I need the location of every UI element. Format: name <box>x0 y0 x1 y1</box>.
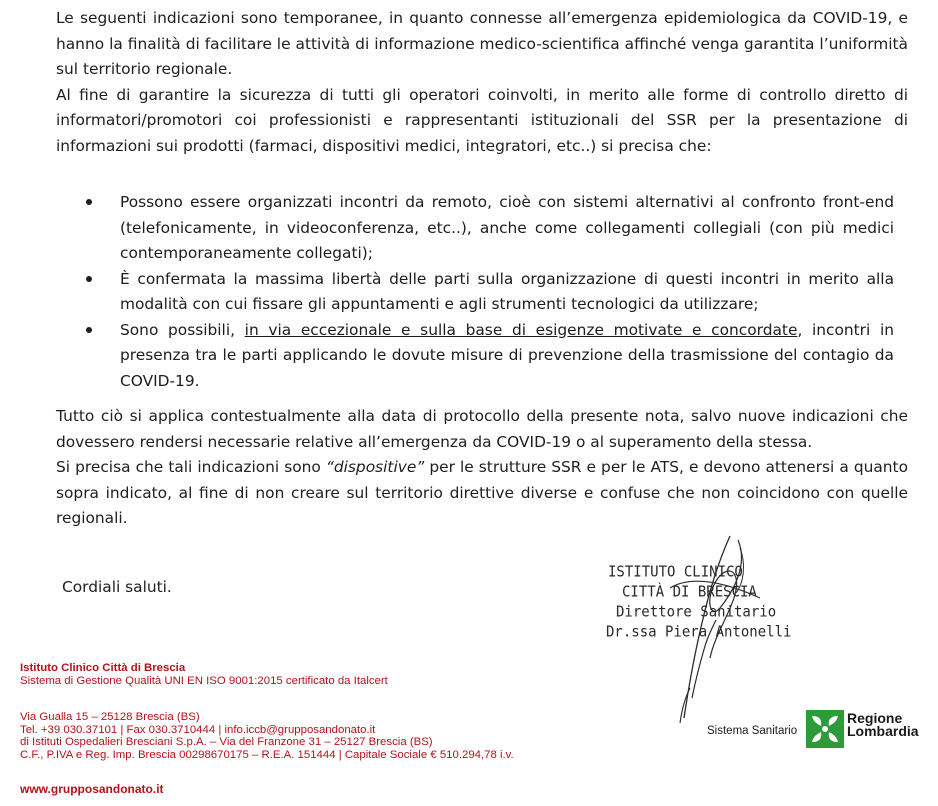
provisions-list <box>86 190 894 394</box>
closing-paragraph-2 <box>56 455 908 532</box>
bullet-text-3-post: , incontri in presenza tra le parti applicando le dovute misure di prevenzione della trasmissione del contagio da COVID-19. <box>120 320 894 390</box>
bullet-icon <box>86 327 92 333</box>
closing-paragraph-1: Tutto ciò si applica contestualmente alla data di protocollo della presente nota, salvo nuove indicazioni che dovessero rendersi necessarie relative all’emergenza da COVID-19 o al superamento della stessa. <box>56 407 908 451</box>
stamp-line-1: ISTITUTO CLINICO <box>608 564 743 581</box>
footer-org-name: Istituto Clinico Città di Brescia <box>20 662 186 674</box>
institution-stamp <box>604 563 804 643</box>
footer-address-line-3: di Istituti Ospedalieri Bresciani S.p.A. – Via del Franzone 31 – 25127 Brescia (BS) <box>20 736 433 749</box>
sistema-sanitario-label: Sistema Sanitario <box>707 725 798 737</box>
stamp-line-4: Dr.ssa Piera Antonelli <box>606 624 792 641</box>
regards-text: Cordiali saluti. <box>62 578 172 596</box>
regione-lombardia-name <box>847 712 919 738</box>
closing-section <box>56 404 908 532</box>
footer-address-line-4: C.F., P.IVA e Reg. Imp. Brescia 00298670175 – R.E.A. 151444 | Capitale Sociale € 510.294,78 i.v. <box>20 748 514 761</box>
closing-text-pre: Si precisa che tali indicazioni sono <box>56 458 326 476</box>
intro-section <box>56 6 908 159</box>
intro-paragraph-1: Le seguenti indicazioni sono temporanee, in quanto connesse all’emergenza epidemiologica da COVID-19, e hanno la finalità di facilitare le attività di informazione medico-scientifica affinché venga garantita l’uniformità sul territorio regionale. <box>56 9 908 78</box>
footer-website: www.grupposandonato.it <box>20 782 164 796</box>
bullet-icon <box>86 199 92 205</box>
regione-lombardia-mark-icon <box>806 710 844 748</box>
footer-quality: Sistema di Gestione Qualità UNI EN ISO 9001:2015 certificato da Italcert <box>20 675 388 687</box>
closing-text-italic: “dispositive” <box>325 458 425 476</box>
bullet-text-3-underlined: in via eccezionale e sulla base di esigenze motivate e concordate <box>244 320 798 339</box>
list-item <box>86 318 894 395</box>
footer-address-line-1: Via Gualla 15 – 25128 Brescia (BS) <box>20 711 200 723</box>
footer-address <box>20 711 514 761</box>
bullet-text-3-pre: Sono possibili, <box>120 320 245 339</box>
footer-address-line-2: Tel. +39 030.37101 | Fax 030.3710444 | info.iccb@grupposandonato.it <box>20 723 376 736</box>
stamp-line-3: Direttore Sanitario <box>616 604 777 621</box>
stamp-line-2: CITTÀ DI BRESCIA <box>622 584 757 601</box>
bullet-icon <box>86 276 92 282</box>
rl-name-line-2: Lombardia <box>847 723 919 739</box>
rl-name-line-1: Regione <box>847 710 903 726</box>
regione-lombardia-logo <box>707 710 932 750</box>
closing-text-post: per le strutture SSR e per le ATS, e devono attenersi a quanto sopra indicato, al fine di non creare sul territorio direttive diverse e confuse che non coincidono con quelle regionali. <box>56 458 908 527</box>
list-item <box>86 190 894 267</box>
bullet-text-1: Possono essere organizzati incontri da remoto, cioè con sistemi alternativi al confronto front-end (telefonicamente, in videoconferenza, etc..), anche come collegamenti collegiali (con più medici contemporaneamente collegati); <box>120 193 894 262</box>
bullet-text-2: È confermata la massima libertà delle parti sulla organizzazione di questi incontri in merito alla modalità con cui fissare gli appuntamenti e agli strumenti tecnologici da utilizzare; <box>120 269 894 313</box>
list-item <box>86 267 894 318</box>
intro-paragraph-2: Al fine di garantire la sicurezza di tutti gli operatori coinvolti, in merito alle forme di controllo diretto di informatori/promotori coi professionisti e rappresentanti istituzionali del SSR per la presentazione di informazioni sui prodotti (farmaci, dispositivi medici, integratori, etc..) si precisa che: <box>56 85 908 155</box>
